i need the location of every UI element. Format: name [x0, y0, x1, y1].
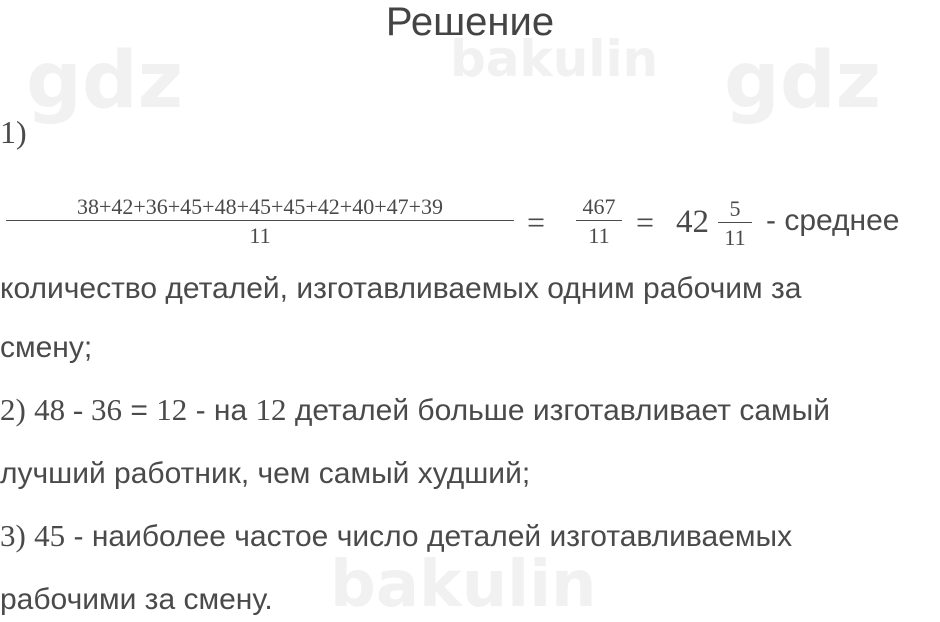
item3-line2: рабочими за смену.: [0, 583, 273, 616]
item1-mixed-whole: 42: [676, 204, 709, 240]
item2-label: 2): [0, 392, 26, 427]
item2-line1: [0, 392, 830, 429]
item1-fraction-result-denominator: 11: [588, 223, 610, 248]
item1-fraction-result: [576, 194, 622, 248]
item3-line1: [0, 518, 792, 555]
item2-result: 12: [156, 392, 188, 427]
item1-text-part3: смену;: [0, 331, 93, 364]
item3-label: 3): [0, 518, 26, 553]
item1-fraction-sum-numerator: 38+42+36+45+48+45+45+42+40+47+39: [76, 194, 444, 219]
item2-number: 12: [255, 392, 287, 427]
item1-equals-1: =: [527, 204, 546, 240]
item3-text-a: - наиболее частое число деталей изготавливаемых: [73, 520, 793, 553]
item2-dash: -: [195, 394, 206, 427]
item1-mixed-fraction-denominator: 11: [724, 225, 746, 250]
item2-text-b: деталей больше изготавливает самый: [294, 394, 830, 427]
item3-value: 45: [34, 518, 66, 553]
item1-equals-2: =: [636, 204, 655, 240]
item1-fraction-result-numerator: 467: [582, 194, 616, 219]
item1-text-part2: количество деталей, изготавливаемых одним рабочим за: [0, 272, 802, 305]
item1-text-part1: - среднее: [766, 204, 900, 237]
watermark-bakulin-top: bakulin: [450, 30, 659, 88]
watermark-bakulin-bottom: bakulin: [330, 548, 597, 622]
item2-equals: =: [130, 394, 148, 427]
item1-mixed-fraction-numerator: 5: [729, 196, 741, 221]
item1-fraction-sum: [6, 194, 514, 248]
item2-text-a: на: [213, 394, 248, 427]
item1-mixed-fraction: [718, 196, 752, 250]
watermark-gdz-left: gdz: [26, 36, 184, 126]
watermark-gdz-right: gdz: [724, 36, 882, 126]
item2-expression: 48 - 36: [34, 392, 122, 427]
item2-line2: лучший работник, чем самый худший;: [0, 457, 531, 490]
page-title: Решение: [385, 0, 555, 44]
item1-label: 1): [0, 114, 27, 150]
item1-fraction-sum-denominator: 11: [249, 223, 271, 248]
